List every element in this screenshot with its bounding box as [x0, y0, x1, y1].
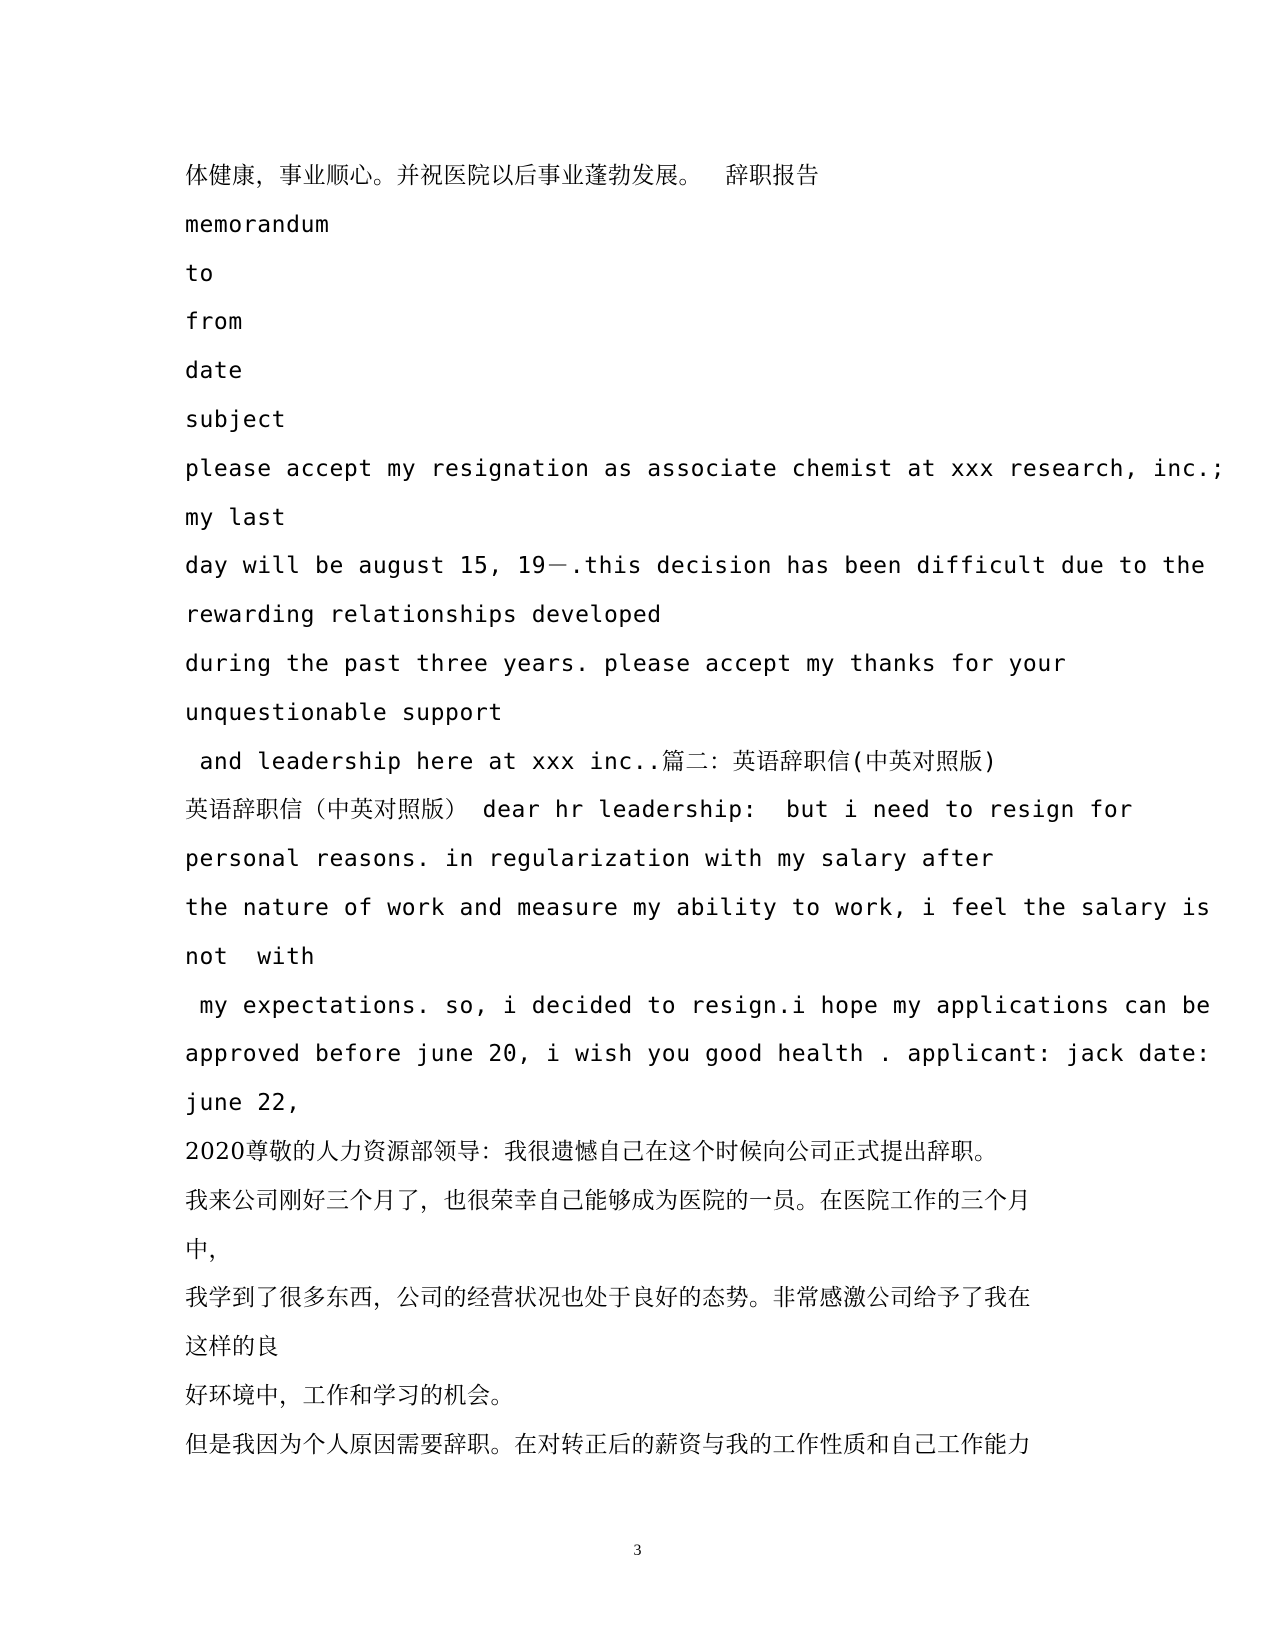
- text-line: please accept my resignation as associate chemist at xxx research, inc.;: [185, 455, 1226, 482]
- text-line: approved before june 20, i wish you good health . applicant: jack date:: [185, 1041, 1211, 1068]
- text-line: 这样的良: [185, 1334, 279, 1361]
- text-line: from: [185, 309, 243, 336]
- text-line: 体健康，事业顺心。并祝医院以后事业蓬勃发展。 辞职报告: [185, 163, 820, 189]
- text-line: 但是我因为个人原因需要辞职。在对转正后的薪资与我的工作性质和自己工作能力: [185, 1431, 1031, 1458]
- text-line: my last: [185, 504, 287, 531]
- text-line: day will be august 15, 19－.this decision has been difficult due to the: [185, 553, 1206, 580]
- text-line: my expectations. so, i decided to resign.i hope my applications can be: [185, 992, 1211, 1019]
- text-line: and leadership here at xxx inc..篇二：英语辞职信(中英对照版): [185, 748, 998, 775]
- text-line: unquestionable support: [185, 699, 503, 726]
- text-line: rewarding relationships developed: [185, 602, 662, 629]
- text-line: subject: [185, 406, 287, 433]
- text-line: date: [185, 358, 243, 385]
- text-line: personal reasons. in regularization with my salary after: [185, 846, 995, 873]
- text-line: 好环境中，工作和学习的机会。: [185, 1382, 514, 1409]
- text-line: 中，: [185, 1236, 232, 1263]
- text-line: the nature of work and measure my ability to work, i feel the salary is: [185, 894, 1211, 921]
- text-line: during the past three years. please accept my thanks for your: [185, 650, 1067, 677]
- text-line: to: [185, 260, 214, 287]
- text-line: 我来公司刚好三个月了，也很荣幸自己能够成为医院的一员。在医院工作的三个月: [185, 1187, 1031, 1214]
- text-line: not with: [185, 943, 316, 970]
- text-line: 2020尊敬的人力资源部领导：我很遗憾自己在这个时候向公司正式提出辞职。: [185, 1138, 998, 1165]
- text-line: memorandum: [185, 211, 330, 238]
- text-line: june 22,: [185, 1090, 301, 1117]
- page-number: 3: [633, 1542, 642, 1559]
- text-line: 英语辞职信（中英对照版） dear hr leadership: but i need to resign for: [185, 797, 1133, 824]
- text-line: 我学到了很多东西，公司的经营状况也处于良好的态势。非常感激公司给予了我在: [185, 1285, 1031, 1312]
- document-body: [185, 152, 1226, 1470]
